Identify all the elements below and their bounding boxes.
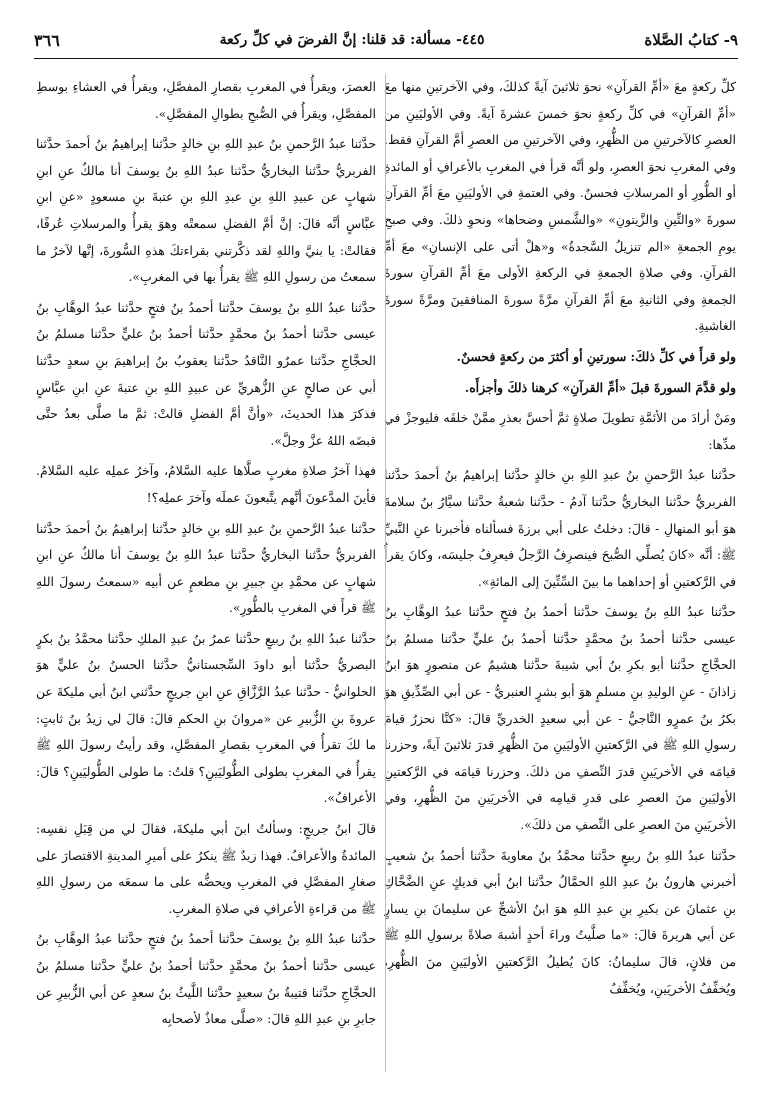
left-column-paragraph: قالَ ابنُ جريجٍ: وسألتُ ابنَ أبي مليكةَ، فقالَ لي من قِبَلِ نفسِه: المائدةُ والأعرافُ. فهذا زيدٌ ﷺ ينكرُ على أميرِ المدينةِ الاقتصارَ على صغارِ المفصَّلِ في المغربِ ويحضُّه على ما سمعَه من رسولِ اللهِ ﷺ من قراءةِ الأعرافِ في صلاةِ المغربِ.	[36, 821, 376, 916]
right-column-paragraph: ومَنْ أرادَ من الأئمَّةِ تطويلَ صلاةٍ ثمَّ أحسَّ بعذرِ ممَّنْ خلفَه فليوجزْ في مدِّها:	[384, 410, 736, 452]
section-title: ٤٤٥- مسألة: قد قلنا: إنَّ الفرضَ في كلِّ ركعة	[219, 32, 485, 48]
left-column-paragraph: العصرَ، ويقرأُ في المغربِ بقصارِ المفصَّلِ، ويقرأُ في العشاءِ بوسطِ المفصَّلِ، ويقرأُ في الصُّبحِ بطوالِ المفصَّلِ».	[36, 79, 376, 121]
right-column-paragraph: حدَّثنا عبدُ الرَّحمنِ بنُ عبدِ اللهِ بنِ خالدٍ حدَّثنا إبراهيمُ بنُ أحمدَ حدَّثنا الفربريُّ حدَّثنا البخاريُّ حدَّثنا آدمُ - حدَّثنا شعبةُ حدَّثنا سيَّارُ بنُ سلامةَ هوَ أبو المنهالِ - قالَ: دخلتُ على أبي برزةَ فسألناه فأخبرنا عنِ النَّبيِّ ﷺ: أنَّه «كانَ يُصلِّي الصُّبحَ فينصرِفُ الرَّجلُ فيعرِفُ جليسَه، وكانَ يقرأُ في الرَّكعتينِ أو إحداهما ما بينَ السِّتِّينَ إلى المائةِ».	[384, 467, 736, 589]
right-column-paragraph: ولو قرأَ في كلِّ ذلكَ: سورتينِ أو أكثرَ من ركعةٍ فحسنٌ.	[456, 348, 736, 364]
right-column-paragraph: ولو قدَّمَ السورةَ قبلَ «أمِّ القرآنِ» كرهنا ذلكَ وأجزأَه.	[464, 379, 736, 395]
page-number: ٣٦٦	[34, 30, 60, 50]
left-column-paragraph: حدَّثنا عبدُ الرَّحمنِ بنُ عبدِ اللهِ بنِ خالدٍ حدَّثنا إبراهيمُ بنُ أحمدَ حدَّثنا الفربريُّ حدَّثنا البخاريُّ حدَّثنا عبدُ اللهِ بنُ يوسفَ أنا مالكٌ عنِ ابنِ شهابٍ عن عبيدِ اللهِ بنِ عبدِ اللهِ بنِ عتبةَ بنِ مسعودٍ «عنِ ابنِ عبَّاسٍ أنَّه قالَ: إنَّ أمَّ الفضلِ سمعتْه وهوَ يقرأُ والمرسلاتِ عُرفًا، فقالتْ: يا بنيَّ واللهِ لقد ذكَّرتني بقراءتكَ هذهِ السُّورةَ، إنَّها لآخرُ ما سمعتُ من رسولِ اللهِ ﷺ يقرأُ بها في المغربِ».	[36, 136, 376, 285]
right-column	[384, 74, 736, 1082]
left-column-paragraph: حدَّثنا عبدُ اللهِ بنُ يوسفَ حدَّثنا أحمدُ بنُ فتحٍ حدَّثنا عبدُ الوهَّابِ بنُ عيسى حدَّثنا أحمدُ بنُ محمَّدٍ حدَّثنا أحمدُ بنُ عليٍّ حدَّثنا مسلمُ بنُ الحجَّاجِ حدَّثنا عمرٌو النَّاقدُ حدَّثنا يعقوبُ بنُ إبراهيمَ بنِ سعدٍ حدَّثنا أبي عن صالحٍ عنِ الزُّهريِّ عن عبيدِ اللهِ بنِ عتبةَ عنِ ابنِ عبَّاسٍ فذكرَ هذا الحديثَ، «وأنَّ أمَّ الفضلِ قالتْ: ثمَّ ما صلَّى بعدُ حتَّى قبضَه اللهُ عزَّ وجلَّ».	[36, 299, 376, 448]
running-header	[34, 26, 738, 59]
left-column-paragraph: فهذا آخرُ صلاةِ مغربٍ صلَّاها عليه السَّلامُ، وآخرُ عملِه عليه السَّلامُ. فأينَ المدَّعونَ أنَّهم يتَّبعونَ عملَه وآخرَ عملِه؟!	[36, 463, 376, 505]
left-column-paragraph: حدَّثنا عبدُ اللهِ بنُ ربيعٍ حدَّثنا عمرُ بنُ عبدِ الملكِ حدَّثنا محمَّدُ بنُ بكرٍ البصريُّ حدَّثنا أبو داودَ السِّجستانيُّ حدَّثنا الحسنُ بنُ عليٍّ هوَ الحلوانيُّ - حدَّثنا عبدُ الرَّزَّاقِ عنِ ابنِ جريجٍ حدَّثني ابنُ أبي مليكةَ عن عروةَ بنِ الزُّبيرِ عن «مروانَ بنِ الحكمِ قالَ: قالَ لي زيدُ بنُ ثابتٍ: ما لكَ تقرأُ في المغربِ بقصارِ المفصَّلِ، وقد رأيتُ رسولَ اللهِ ﷺ يقرأُ في المغربِ بطولى الطُّوليَينِ؟ قلتُ: ما طولى الطُّوليَينِ؟ قالَ: الأعرافُ».	[36, 630, 376, 806]
right-column-paragraph: حدَّثنا عبدُ اللهِ بنُ يوسفَ حدَّثنا أحمدُ بنُ فتحٍ حدَّثنا عبدُ الوهَّابِ بنُ عيسى حدَّثنا أحمدُ بنُ محمَّدٍ حدَّثنا أحمدُ بنُ عليٍّ حدَّثنا مسلمُ بنُ الحجَّاجِ حدَّثنا أبو بكرِ بنُ أبي شيبةَ حدَّثنا هشيمٌ عن منصورٍ هوَ ابنُ زاذانَ - عنِ الوليدِ بنِ مسلمٍ هوَ أبو بشرٍ العنبريُّ - عن أبي الصِّدِّيقِ هوَ بكرُ بنُ عمرٍو النَّاجيُّ - عن أبي سعيدٍ الخدريِّ قالَ: «كنَّا نحزرُ قيامَ رسولِ اللهِ ﷺ في الرَّكعتينِ الأوليَينِ منَ الظُّهرِ قدرَ ثلاثينَ آيةً، وحزرنا قيامَه في الأخريَينِ قدرَ النِّصفِ من ذلكَ. وحزرنا قيامَه في الرَّكعتينِ الأوليَينِ منَ العصرِ على قدرِ قيامِه في الأخريَينِ منَ الظُّهرِ، وفي الأخريَينِ منَ العصرِ على النِّصفِ من ذلكَ».	[384, 604, 736, 833]
right-column-paragraph: كلِّ ركعةٍ معَ «أمِّ القرآنِ» نحوَ ثلاثينَ آيةً كذلكَ، وفي الآخرتينِ منها معَ «أمِّ القرآنِ» في كلِّ ركعةٍ نحوَ خمسَ عشرةَ آيةً. وفي الأوليَينِ من العصرِ كالآخرتينِ من الظُّهرِ، وفي الآخرتينِ من العصرِ أمَّ القرآنِ فقط. وفي المغربِ نحوَ العصرِ، ولو أنَّه قرأ في المغربِ بالأعرافِ أو المائدةِ أو الطُّورِ أو المرسلاتِ فحسنٌ. وفي العتمةِ في الأوليَينِ معَ أمِّ القرآنِ سورةَ «والتِّينِ والزَّيتونِ» «والشَّمسِ وضحاها» ونحوِ ذلكَ. وفي صبحِ يومِ الجمعةِ «الم تنزيلُ السَّجدةُ» و«هلْ أتى على الإنسانِ» معَ أمِّ القرآنِ. وفي صلاةِ الجمعةِ في الركعةِ الأولى معَ أمِّ القرآنِ سورةَ الجمعةِ وفي الثانيةِ معَ أمِّ القرآنِ مرَّةً سورةَ المنافقينَ ومرَّةً سورةَ الغاشيةِ.	[384, 79, 736, 334]
left-column	[36, 74, 376, 1082]
left-column-paragraph: حدَّثنا عبدُ اللهِ بنُ يوسفَ حدَّثنا أحمدُ بنُ فتحٍ حدَّثنا عبدُ الوهَّابِ بنُ عيسى حدَّثنا أحمدُ بنُ محمَّدٍ حدَّثنا أحمدُ بنُ عليٍّ حدَّثنا مسلمُ بنُ الحجَّاجِ حدَّثنا قتيبةُ بنُ سعيدٍ حدَّثنا اللَّيثُ بنُ سعدٍ عن أبي الزُّبيرِ عن جابرِ بنِ عبدِ اللهِ قالَ: «صلَّى معاذٌ لأصحابِه	[36, 931, 376, 1027]
right-column-paragraph: حدَّثنا عبدُ اللهِ بنُ ربيعٍ حدَّثنا محمَّدُ بنُ معاويةَ حدَّثنا أحمدُ بنُ شعيبٍ أخبرني هارونُ بنُ عبدِ اللهِ الحمَّالُ حدَّثنا ابنُ أبي فديكٍ عنِ الضَّحَّاكِ بنِ عثمانَ عن بكيرِ بنِ عبدِ اللهِ هوَ ابنُ الأشجِّ عن سليمانَ بنِ يسارٍ عن أبي هريرةَ قالَ: «ما صلَّيتُ وراءَ أحدٍ أشبهَ صلاةً برسولِ اللهِ ﷺ من فلانٍ، قالَ سليمانُ: كانَ يُطيلُ الرَّكعتينِ الأوليَينِ منَ الظُّهرِ، ويُخفِّفُ الأخريَينِ، ويُخفِّفُ	[384, 847, 736, 996]
chapter-title: ٩- كتابُ الصَّلاة	[644, 31, 738, 49]
column-divider	[385, 74, 386, 1072]
left-column-paragraph: حدَّثنا عبدُ الرَّحمنِ بنُ عبدِ اللهِ بنِ خالدٍ حدَّثنا إبراهيمُ بنُ أحمدَ حدَّثنا الفربريُّ حدَّثنا البخاريُّ حدَّثنا عبدُ اللهِ بنُ يوسفَ أنا مالكٌ عنِ ابنِ شهابٍ عن محمَّدِ بنِ جبيرِ بنِ مطعمٍ عن أبيه «سمعتُ رسولَ اللهِ ﷺ قرأَ في المغربِ بالطُّورِ».	[36, 520, 376, 616]
